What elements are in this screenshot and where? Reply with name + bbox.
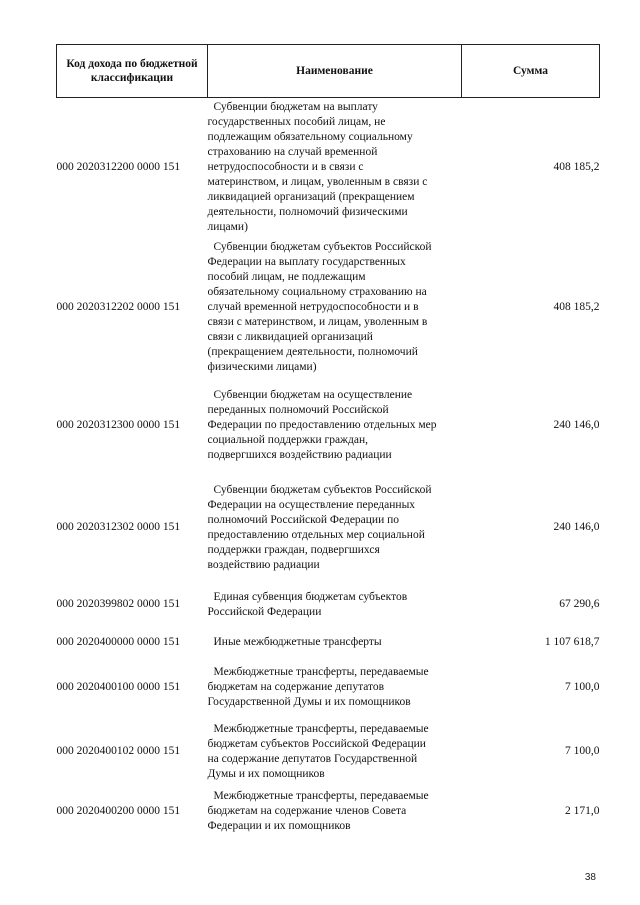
- name-line: бюджетам на содержание членов Совета: [207, 805, 407, 817]
- row-code: 000 2020400000 0000 151: [56, 636, 181, 648]
- table-row: [57, 474, 600, 582]
- name-line: пособий лицам, не подлежащим: [207, 271, 366, 283]
- table-row: [57, 238, 600, 378]
- header-sum: Сумма: [462, 45, 600, 98]
- name-line: государственных пособий лицам, не: [207, 116, 386, 129]
- header-row: [57, 45, 600, 98]
- name-line: Федерации на осуществление переданных: [207, 498, 416, 511]
- row-sum: 408 185,2: [553, 301, 600, 313]
- name-line: Субвенции бюджетам на выплату: [213, 101, 378, 114]
- table-row: [57, 718, 600, 786]
- row-name: [208, 582, 462, 628]
- table-row: [57, 658, 600, 718]
- name-line: физическими лицами): [207, 361, 317, 373]
- table-row: [57, 628, 600, 658]
- name-line: страхованию на случай временной: [207, 146, 378, 159]
- row-name: [208, 238, 462, 378]
- row-sum: 1 107 618,7: [544, 636, 600, 648]
- name-line: подлежащим обязательному социальному: [207, 131, 413, 144]
- row-code: 000 2020399802 0000 151: [56, 598, 181, 610]
- row-name: [208, 658, 462, 718]
- row-sum: 2 171,0: [565, 805, 600, 817]
- row-name: [208, 474, 462, 582]
- name-line: (прекращением деятельности, полномочий: [207, 346, 418, 358]
- name-line: Единая субвенция бюджетам субъектов: [213, 590, 408, 603]
- budget-revenue-table: [56, 44, 600, 838]
- row-name: [208, 786, 462, 838]
- row-code: 000 2020400102 0000 151: [56, 745, 181, 757]
- table-row: [57, 786, 600, 838]
- row-name: [208, 98, 462, 238]
- name-line: случай временной нетрудоспособности и в: [207, 301, 419, 313]
- table-header: [57, 45, 600, 98]
- name-line: Федерации на выплату государственных: [207, 256, 406, 268]
- page-number: 38: [584, 872, 596, 883]
- table-row: [57, 582, 600, 628]
- row-code: 000 2020312200 0000 151: [56, 161, 181, 174]
- table-body: [57, 98, 600, 838]
- name-line: социальной поддержки граждан,: [207, 434, 368, 446]
- name-line: Думы и их помощников: [207, 767, 325, 780]
- row-sum: 7 100,0: [565, 745, 600, 757]
- row-code: 000 2020400200 0000 151: [56, 805, 181, 817]
- name-line: Межбюджетные трансферты, передаваемые: [213, 790, 429, 802]
- row-code: 000 2020400100 0000 151: [56, 681, 181, 693]
- row-code: 000 2020312302 0000 151: [56, 521, 181, 533]
- name-line: связи с ликвидацией организаций: [207, 331, 373, 343]
- name-line: подвергшихся воздействию радиации: [207, 449, 392, 461]
- name-line: Федерации и их помощников: [207, 820, 351, 832]
- row-sum: 408 185,2: [553, 161, 600, 174]
- name-line: обязательному социальному страхованию на: [207, 286, 427, 298]
- row-name: [208, 718, 462, 786]
- header-code: Код дохода по бюджетной классификации: [57, 45, 208, 98]
- name-line: Межбюджетные трансферты, передаваемые: [213, 722, 429, 735]
- name-line: бюджетам на содержание депутатов: [207, 681, 385, 693]
- name-line: бюджетам субъектов Российской Федерации: [207, 737, 426, 750]
- table-row: [57, 378, 600, 474]
- name-line: связи с материнством, и лицам, уволенным в: [207, 316, 428, 328]
- table-row: [57, 98, 600, 238]
- row-code: 000 2020312300 0000 151: [56, 419, 181, 431]
- name-line: предоставлению отдельных мер социальной: [207, 528, 425, 541]
- row-code: 000 2020312202 0000 151: [56, 301, 181, 313]
- name-line: Иные межбюджетные трансферты: [213, 636, 382, 648]
- name-line: на содержание депутатов Государственной: [207, 752, 418, 765]
- name-line: деятельности, полномочий физическими: [207, 206, 408, 219]
- name-line: лицами): [207, 221, 248, 234]
- header-name: Наименование: [208, 45, 462, 98]
- name-line: Межбюджетные трансферты, передаваемые: [213, 666, 429, 678]
- name-line: Субвенции бюджетам на осуществление: [213, 389, 413, 401]
- name-line: переданных полномочий Российской: [207, 404, 389, 416]
- name-line: Государственной Думы и их помощников: [207, 696, 411, 708]
- row-sum: 240 146,0: [553, 419, 600, 431]
- name-line: Российской Федерации: [207, 605, 322, 618]
- name-line: полномочий Российской Федерации по: [207, 513, 400, 526]
- row-sum: 7 100,0: [565, 681, 600, 693]
- row-name: [208, 628, 462, 658]
- name-line: воздействию радиации: [207, 558, 320, 571]
- name-line: материнством, и лицам, уволенным в связи с: [207, 176, 428, 189]
- name-line: нетрудоспособности и в связи с: [207, 161, 364, 174]
- name-line: Субвенции бюджетам субъектов Российской: [213, 241, 432, 253]
- row-sum: 240 146,0: [553, 521, 600, 533]
- name-line: ликвидацией организаций (прекращением: [207, 191, 415, 204]
- row-name: [208, 378, 462, 474]
- row-sum: 67 290,6: [559, 598, 600, 610]
- name-line: поддержки граждан, подвергшихся: [207, 543, 380, 556]
- name-line: Субвенции бюджетам субъектов Российской: [213, 483, 432, 496]
- name-line: Федерации по предоставлению отдельных мер: [207, 419, 437, 431]
